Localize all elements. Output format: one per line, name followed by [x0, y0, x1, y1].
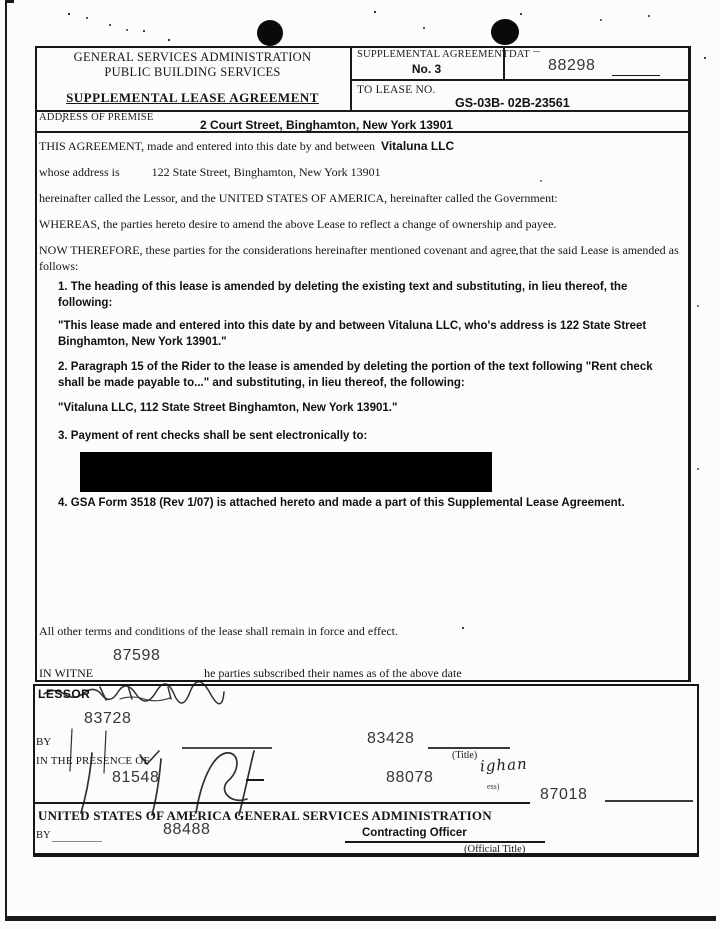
agency-name-line2: PUBLIC BUILDING SERVICES	[104, 65, 281, 79]
lease-number: GS-03B- 02B-23561	[455, 96, 570, 110]
terms-remain-clause: All other terms and conditions of the lease shall remain in force and effect.	[39, 624, 398, 638]
handwritten-name-fragment: ighan	[479, 754, 529, 776]
scan-noise-specks	[0, 0, 2, 2]
right-signature-line	[605, 800, 693, 802]
contracting-officer-label: Contracting Officer	[362, 827, 467, 839]
lessor-signature-label: LESSOR	[38, 687, 91, 701]
whose-address-label: whose address is	[39, 165, 120, 179]
hereinafter-paragraph: hereinafter called the Lessor, and the UNITED STATES OF AMERICA, hereinafter called the Government:	[39, 191, 558, 205]
date-blank-line	[612, 75, 660, 76]
supplemental-agreement-label: SUPPLEMENTAL AGREEMENT	[357, 49, 509, 60]
supplemental-agreement-number: No. 3	[411, 62, 442, 76]
to-lease-no-label: TO LEASE NO.	[357, 84, 436, 96]
witness-clause-right: he parties subscribed their names as of the above date	[204, 666, 462, 680]
lessor-name: Vitaluna LLC	[381, 139, 455, 153]
government-section-divider	[35, 802, 530, 804]
ess-caption-fragment: ess)	[487, 782, 500, 791]
hole-punch-left	[257, 20, 283, 46]
witness-clause-left: IN WITNE	[39, 666, 94, 680]
amendment-item-2-quote: "Vitaluna LLC, 112 State Street Binghamton, New York 13901."	[58, 402, 398, 414]
date-label-cutoff-mark	[533, 51, 540, 52]
header-vertical-divider	[350, 46, 352, 110]
bates-stamp-88298: 88298	[548, 57, 596, 74]
bates-stamp-88488: 88488	[163, 821, 211, 838]
scan-border-top-stub	[5, 0, 14, 3]
whose-address-line	[39, 165, 381, 181]
premise-address-value: 2 Court Street, Binghamton, New York 13901	[200, 118, 453, 132]
title-line	[428, 747, 510, 749]
in-presence-of-label: IN THE PRESENCE OF	[36, 755, 150, 767]
now-therefore-paragraph: NOW THEREFORE, these parties for the considerations hereinafter mentioned covenant and agree that the said Lease is amended as follows:	[39, 243, 679, 273]
title-caption: (Title)	[452, 750, 478, 761]
lease-row-divider	[350, 79, 691, 81]
government-by-label: BY	[36, 830, 51, 841]
contracting-officer-line	[345, 841, 545, 843]
agreement-intro-line	[39, 139, 454, 155]
amendment-item-1-quote: "This lease made and entered into this date by and between Vitaluna LLC, who's address is 122 State Street Binghamton, New York 13901."	[58, 320, 647, 348]
scan-border-left	[5, 0, 7, 921]
amendment-item-3: 3. Payment of rent checks shall be sent electronically to:	[58, 430, 368, 442]
witness-clause-line	[39, 666, 462, 682]
bates-stamp-83428: 83428	[367, 730, 415, 747]
redaction-box	[80, 452, 492, 492]
amendment-item-1: 1. The heading of this lease is amended by deleting the existing text and substituting, in lieu thereof, the following:	[58, 281, 628, 309]
bates-stamp-83728: 83728	[84, 710, 132, 727]
amendment-item-2: 2. Paragraph 15 of the Rider to the lease is amended by deleting the portion of the text following "Rent check shall be made payable to..." and substituting, in lieu thereof, the following:	[58, 361, 653, 389]
bates-stamp-87598: 87598	[113, 647, 161, 664]
government-by-line	[52, 841, 102, 842]
bates-stamp-81548: 81548	[112, 769, 160, 786]
witness-dash-mark	[246, 779, 264, 781]
lessor-by-label: BY	[36, 736, 52, 748]
address-of-premise-label: ADDRESS OF PREMISE	[39, 112, 154, 123]
amendment-item-4: 4. GSA Form 3518 (Rev 1/07) is attached hereto and made a part of this Supplemental Lease Agreement.	[58, 497, 625, 509]
lessor-signature-line	[182, 747, 272, 749]
form-title: SUPPLEMENTAL LEASE AGREEMENT	[66, 90, 319, 105]
scan-border-bottom	[5, 916, 716, 921]
date-label: DAT	[509, 49, 531, 60]
official-title-caption: (Official Title)	[464, 844, 526, 855]
usa-gsa-heading: UNITED STATES OF AMERICA GENERAL SERVICES ADMINISTRATION	[38, 808, 492, 823]
whereas-paragraph: WHEREAS, the parties hereto desire to amend the above Lease to reflect a change of ownership and payee.	[39, 217, 557, 231]
whose-address-value: 122 State Street, Binghamton, New York 13901	[151, 165, 381, 179]
hole-punch-right	[491, 19, 519, 45]
agency-name-line1: GENERAL SERVICES ADMINISTRATION	[73, 50, 312, 64]
bates-stamp-88078: 88078	[386, 769, 434, 786]
agreement-intro-text: THIS AGREEMENT, made and entered into this date by and between	[39, 139, 376, 153]
bates-stamp-87018: 87018	[540, 786, 588, 803]
